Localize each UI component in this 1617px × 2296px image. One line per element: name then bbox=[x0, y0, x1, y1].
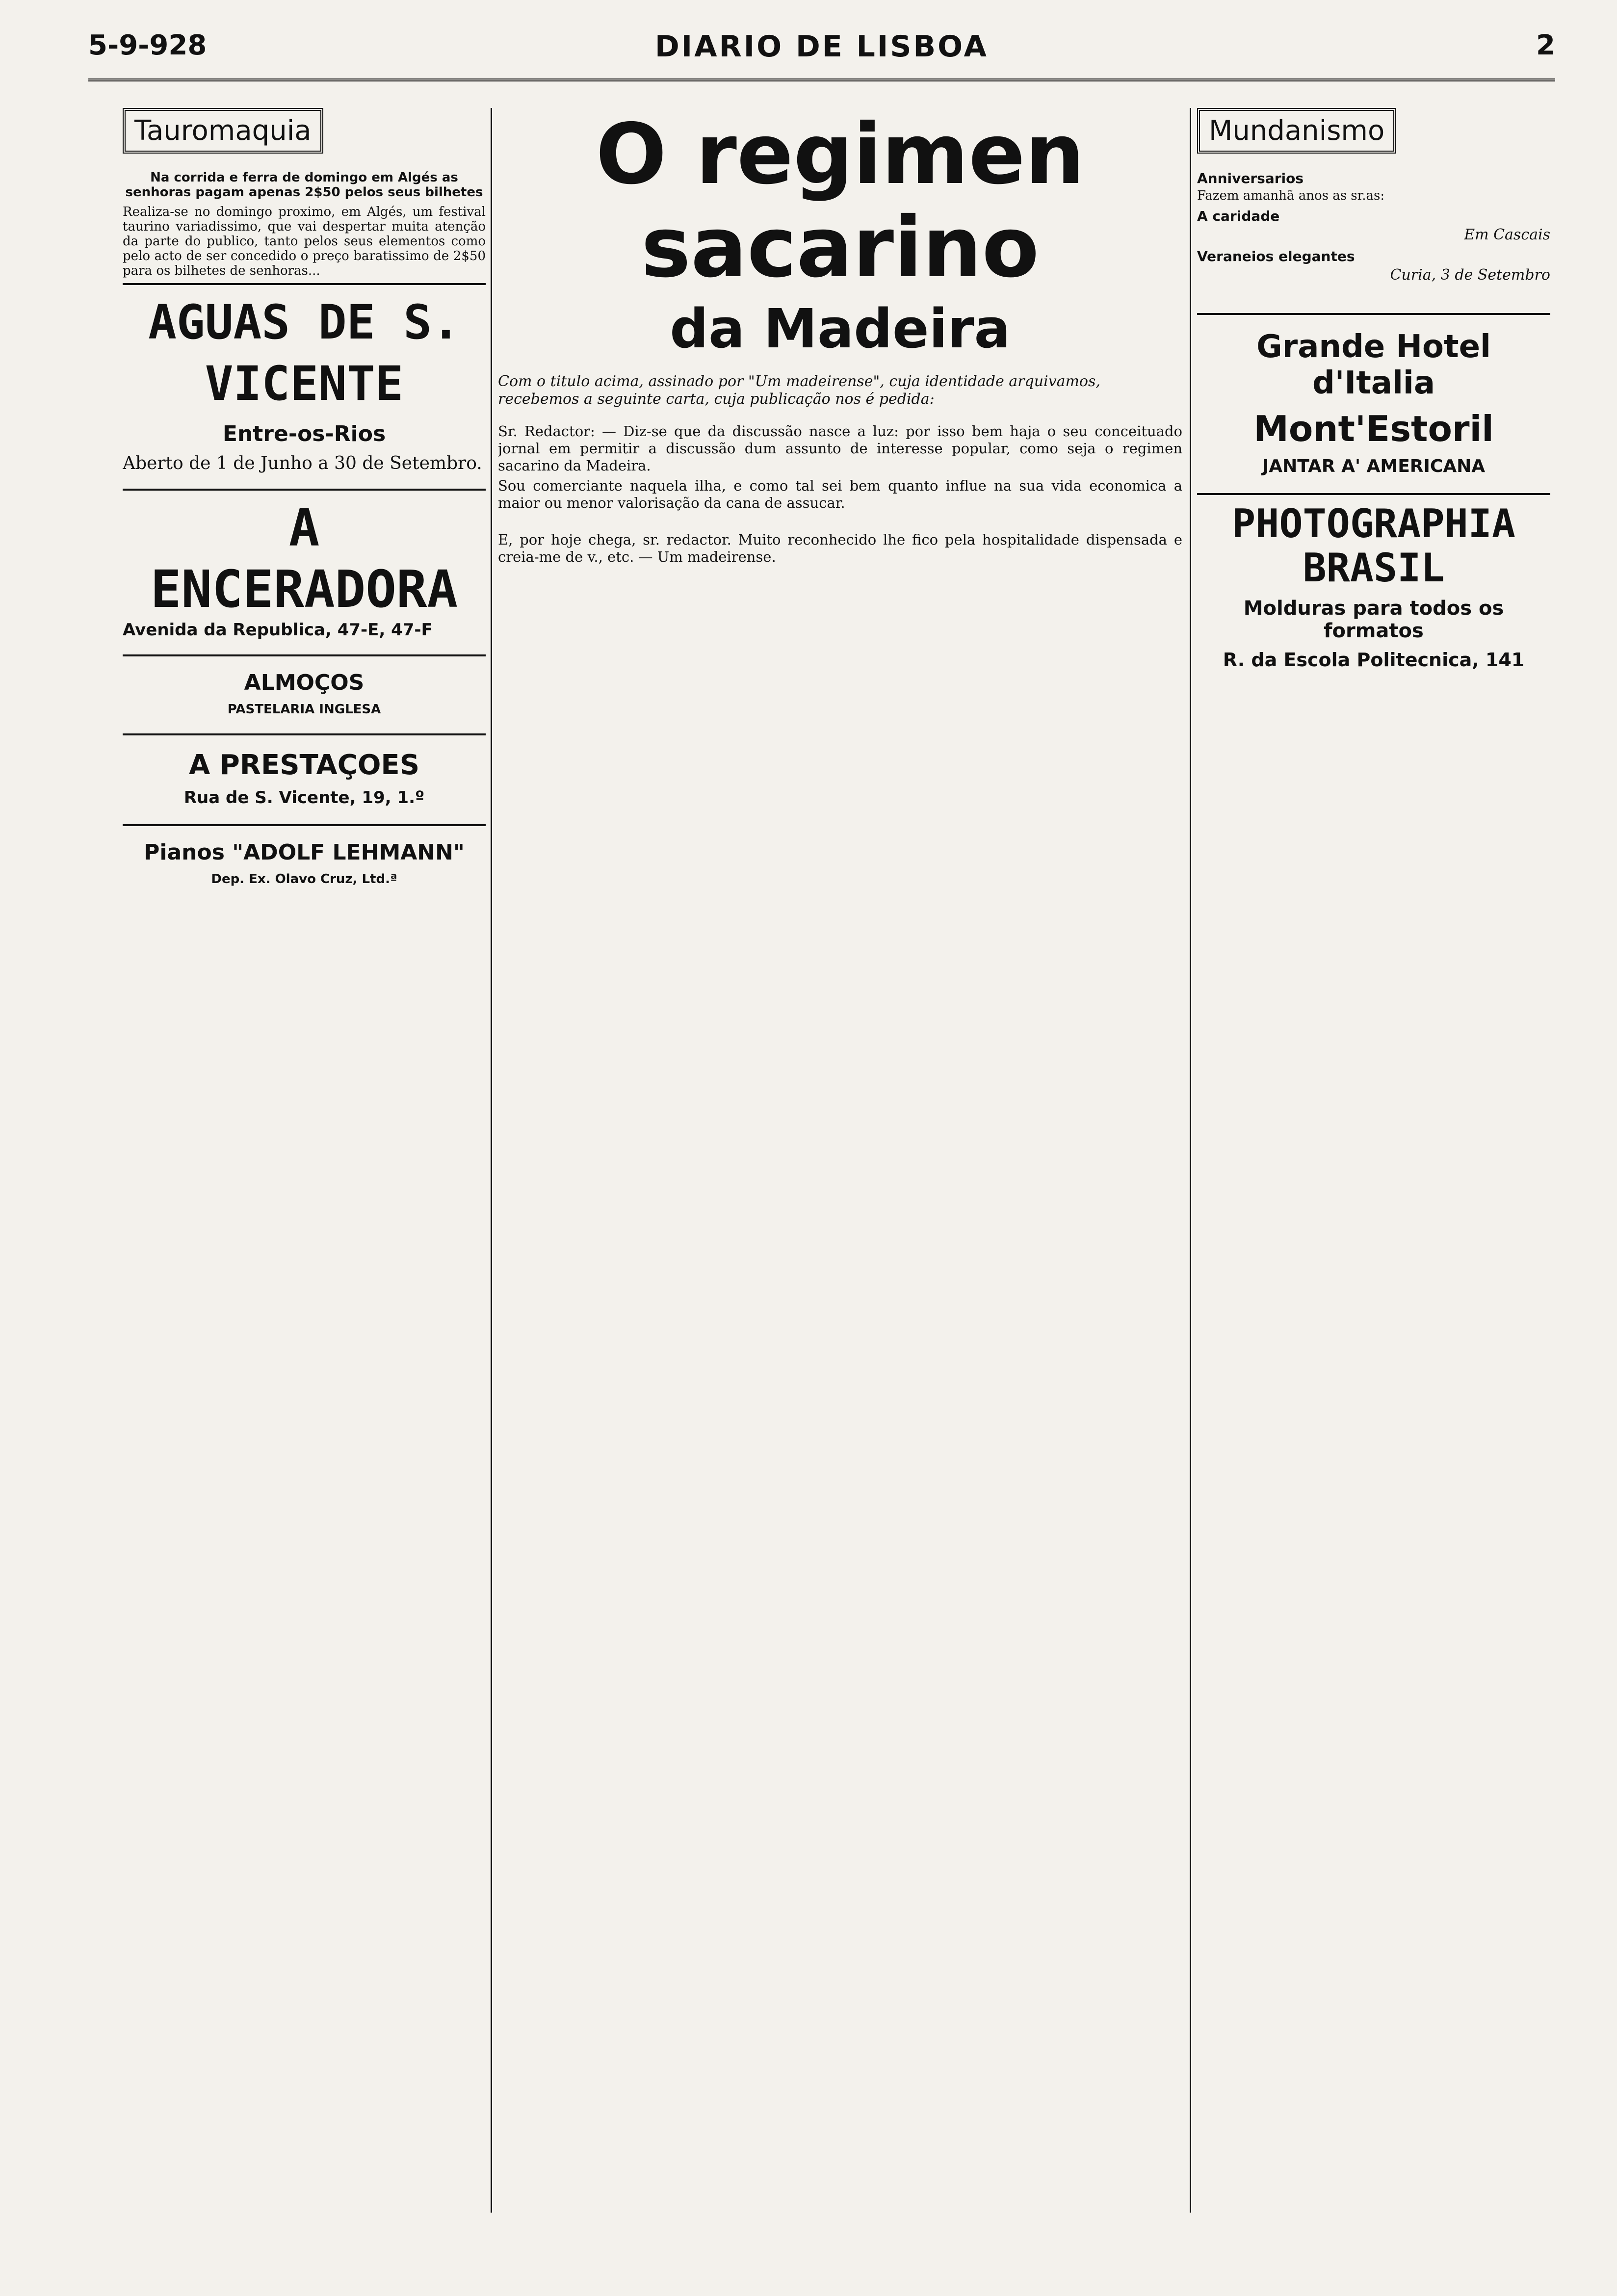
section-heading: Mundanismo bbox=[1197, 108, 1396, 154]
advert-address: R. da Escola Politecnica, 141 bbox=[1223, 649, 1525, 671]
advert-text: JANTAR A' AMERICANA bbox=[1262, 456, 1486, 476]
column-rule bbox=[491, 108, 492, 2213]
issue-date: 5-9-928 bbox=[88, 29, 207, 61]
advert-title: AGUAS DE S. VICENTE bbox=[148, 295, 460, 411]
left-column bbox=[123, 108, 486, 2213]
advert-title: Pianos "ADOLF LEHMANN" bbox=[144, 840, 465, 865]
advert bbox=[1197, 313, 1550, 488]
advert bbox=[123, 733, 486, 819]
column-rule bbox=[1190, 108, 1191, 2213]
article-subtitle: da Madeira bbox=[670, 297, 1011, 360]
subsection-title: A caridade bbox=[1197, 208, 1280, 224]
masthead bbox=[88, 25, 1555, 81]
article-subhead: Na corrida e ferra de domingo em Algés as senhoras pagam apenas 2$50 pelos seus bilhetes bbox=[125, 170, 483, 200]
dateline: Em Cascais bbox=[1464, 226, 1550, 243]
advert-text: Rua de S. Vicente, 19, 1.º bbox=[183, 788, 425, 808]
dateline: Curia, 3 de Setembro bbox=[1390, 266, 1550, 284]
advert-subtitle: Entre-os-Rios bbox=[222, 421, 386, 446]
advert-text: Aberto de 1 de Junho a 30 de Setembro. bbox=[123, 453, 482, 473]
article-paragraph: Sr. Redactor: — Diz-se que da discussão nasce a luz: por isso bem haja o seu conceituado jornal em permitir a discussão dum assunto de interesse popular, como seja o regimen sacarino da Madeira. bbox=[498, 423, 1182, 474]
article-paragraph: Sou comerciante naquela ilha, e como tal sei bem quanto influe na sua vida economica a maior ou menor valorisação da cana de assucar. bbox=[498, 477, 1182, 511]
advert-text: Molduras para todos os formatos bbox=[1243, 597, 1504, 642]
advert-text: Avenida da Republica, 47-E, 47-F bbox=[123, 620, 433, 640]
article-title: O regimen sacarino bbox=[596, 108, 1085, 296]
advert-text: Dep. Ex. Olavo Cruz, Ltd.ª bbox=[211, 872, 397, 887]
advert-title: A PRESTAÇOES bbox=[188, 749, 420, 781]
article-intro: Com o titulo acima, assinado por "Um madeirense", cuja identidade arquivamos, recebemos a seguinte carta, cuja publicação nos é pedida: bbox=[498, 373, 1100, 408]
article-text: Realiza-se no domingo proximo, em Algés, um festival taurino variadissimo, que vai despertar muita atenção da parte do publico, tanto pelos seus elementos como pelo acto de ser concedido o preço baratissimo de 2$50 para os bilhetes de senhoras... bbox=[123, 205, 486, 278]
advert-title-2: Mont'Estoril bbox=[1253, 408, 1494, 449]
middle-column bbox=[498, 108, 1182, 2213]
article-signoff: E, por hoje chega, sr. redactor. Muito reconhecido lhe fico pela hospitalidade dispensada e creia-me de v., etc. — Um madeirense. bbox=[498, 531, 1182, 565]
advert bbox=[123, 283, 486, 484]
advert-title: PHOTOGRAPHIA BRASIL bbox=[1232, 501, 1515, 591]
advert bbox=[1197, 493, 1550, 684]
advert bbox=[123, 654, 486, 729]
newspaper-title: DIARIO DE LISBOA bbox=[655, 29, 989, 64]
advert-title: ALMOÇOS bbox=[244, 670, 365, 695]
subsection-title: Veraneios elegantes bbox=[1197, 248, 1355, 264]
section-heading: Tauromaquia bbox=[123, 108, 323, 154]
advert-title: Grande Hotel d'Italia bbox=[1256, 329, 1491, 401]
right-column bbox=[1197, 108, 1550, 2213]
page-number: 2 bbox=[1536, 29, 1555, 61]
advert-title: A ENCERADORA bbox=[150, 498, 458, 619]
subsection-title: Anniversarios bbox=[1197, 170, 1304, 186]
subsection-text: Fazem amanhã anos as sr.as: bbox=[1197, 188, 1385, 203]
advert bbox=[123, 824, 486, 898]
advert-text: PASTELARIA INGLESA bbox=[227, 702, 381, 717]
advert bbox=[123, 489, 486, 650]
